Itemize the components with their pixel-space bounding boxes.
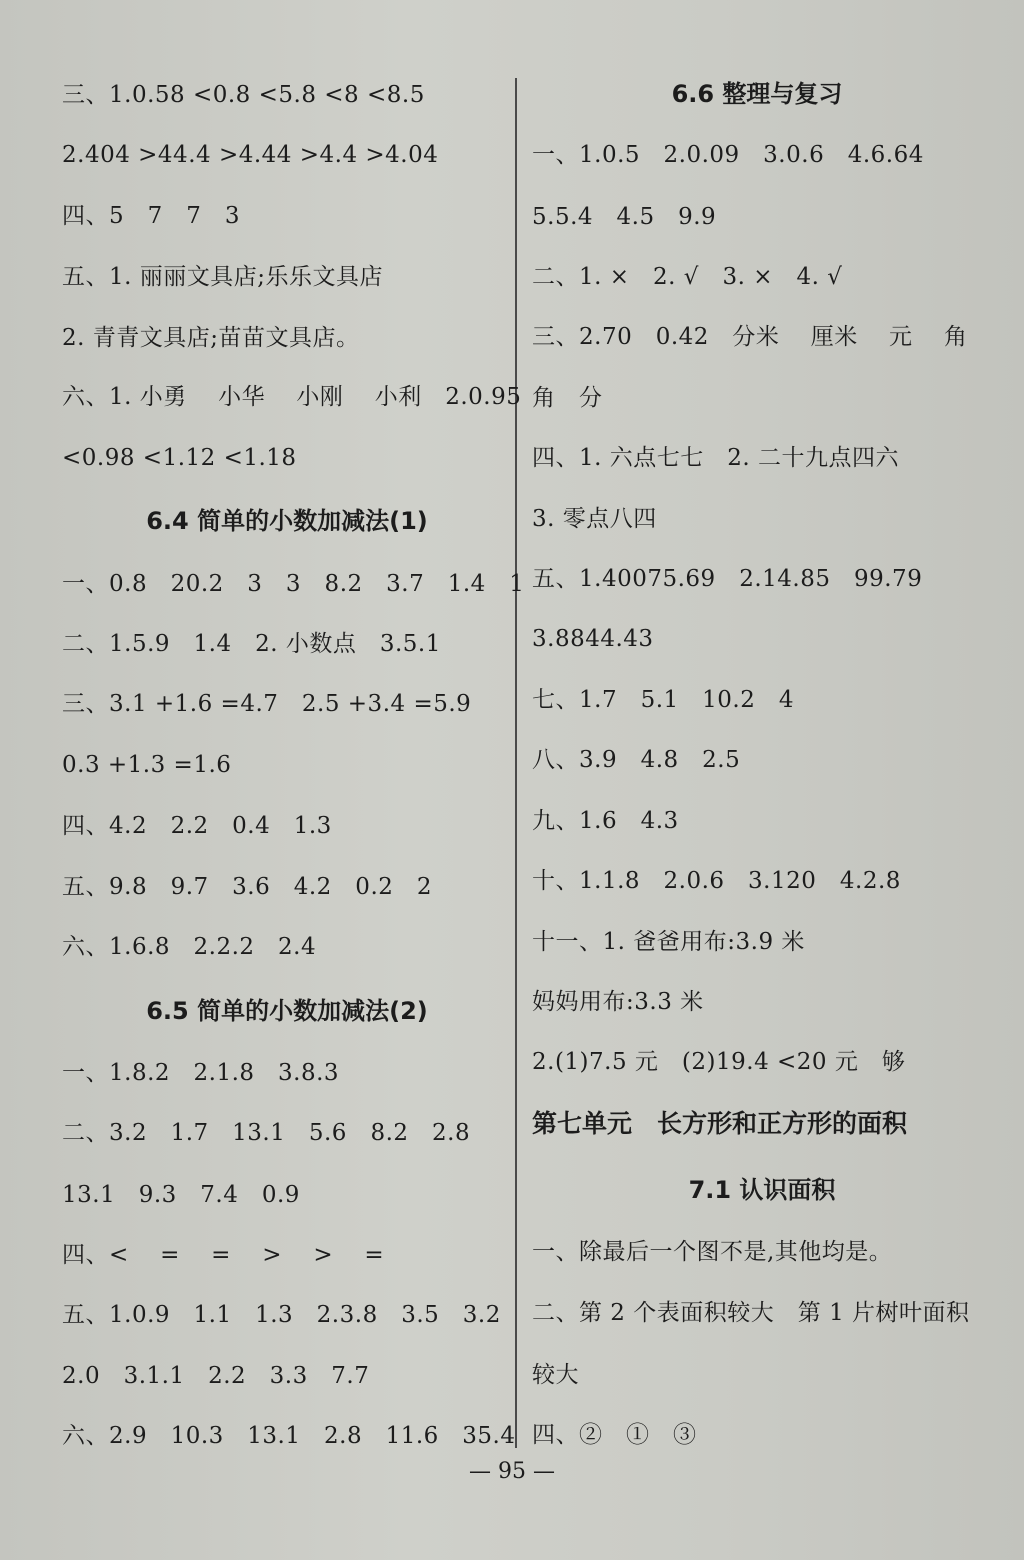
answer-line: 一、除最后一个图不是,其他均是。 — [532, 1239, 893, 1265]
answer-line: 2.(1)7.5 元 (2)19.4 <20 元 够 — [532, 1049, 906, 1075]
answer-line: 三、1.0.58 <0.8 <5.8 <8 <8.5 — [62, 82, 425, 108]
answer-line: 五、1.40075.69 2.14.85 99.79 — [532, 566, 923, 592]
answer-line: 一、0.8 20.2 3 3 8.2 3.7 1.4 1 — [62, 571, 525, 597]
answer-line: 5.5.4 4.5 9.9 — [532, 204, 717, 230]
answer-line: 四、4.2 2.2 0.4 1.3 — [62, 813, 332, 839]
section-heading: 6.4 简单的小数加减法(1) — [146, 507, 428, 535]
answer-line: 三、2.70 0.42 分米 厘米 元 角 — [532, 324, 968, 350]
section-heading: 6.5 简单的小数加减法(2) — [146, 997, 428, 1025]
answer-line: 二、1. × 2. √ 3. × 4. √ — [532, 264, 843, 290]
answer-line: 2. 青青文具店;苗苗文具店。 — [62, 325, 360, 351]
answer-line: 五、1. 丽丽文具店;乐乐文具店 — [62, 264, 384, 290]
answer-line: 七、1.7 5.1 10.2 4 — [532, 687, 794, 713]
answer-line: 较大 — [532, 1362, 579, 1388]
answer-line: 2.0 3.1.1 2.2 3.3 7.7 — [62, 1363, 370, 1389]
answer-line: 六、1.6.8 2.2.2 2.4 — [62, 934, 317, 960]
page-number: — 95 — — [469, 1459, 555, 1484]
answer-line: 二、3.2 1.7 13.1 5.6 8.2 2.8 — [62, 1120, 471, 1146]
answer-line: 三、3.1 +1.6 =4.7 2.5 +3.4 =5.9 — [62, 691, 472, 717]
answer-line: 十、1.1.8 2.0.6 3.120 4.2.8 — [532, 868, 901, 894]
answer-line: 一、1.0.5 2.0.09 3.0.6 4.6.64 — [532, 142, 924, 168]
section-heading: 6.6 整理与复习 — [671, 80, 843, 108]
answer-line: 六、1. 小勇 小华 小刚 小利 2.0.95 — [62, 384, 522, 410]
answer-line: 二、第 2 个表面积较大 第 1 片树叶面积 — [532, 1300, 970, 1326]
unit-heading: 第七单元 长方形和正方形的面积 — [532, 1109, 908, 1138]
answer-line: 一、1.8.2 2.1.8 3.8.3 — [62, 1060, 340, 1086]
answer-line: 妈妈用布:3.3 米 — [532, 989, 704, 1015]
answer-line: 四、② ① ③ — [532, 1422, 697, 1448]
answer-line: 3. 零点八四 — [532, 506, 657, 532]
answer-line: 角 分 — [532, 385, 603, 411]
answer-line: 六、2.9 10.3 13.1 2.8 11.6 35.4 — [62, 1423, 516, 1449]
answer-line: 0.3 +1.3 =1.6 — [62, 752, 232, 778]
answer-line: 五、1.0.9 1.1 1.3 2.3.8 3.5 3.2 — [62, 1302, 501, 1328]
answer-line: 四、5 7 7 3 — [62, 203, 241, 229]
answer-line: 13.1 9.3 7.4 0.9 — [62, 1182, 300, 1208]
answer-line: 十一、1. 爸爸用布:3.9 米 — [532, 929, 805, 955]
answer-line: 四、< = = > > = — [62, 1242, 385, 1268]
answer-line: 八、3.9 4.8 2.5 — [532, 747, 741, 773]
answer-line: 二、1.5.9 1.4 2. 小数点 3.5.1 — [62, 631, 441, 657]
answer-line: 九、1.6 4.3 — [532, 808, 679, 834]
column-divider — [515, 78, 517, 1448]
answer-line: 四、1. 六点七七 2. 二十九点四六 — [532, 445, 900, 471]
section-heading: 7.1 认识面积 — [688, 1176, 836, 1204]
answer-line: 2.404 >44.4 >4.44 >4.4 >4.04 — [62, 142, 439, 168]
answer-line: 3.8844.43 — [532, 626, 654, 652]
answer-line: <0.98 <1.12 <1.18 — [62, 445, 297, 471]
answer-line: 五、9.8 9.7 3.6 4.2 0.2 2 — [62, 874, 433, 900]
